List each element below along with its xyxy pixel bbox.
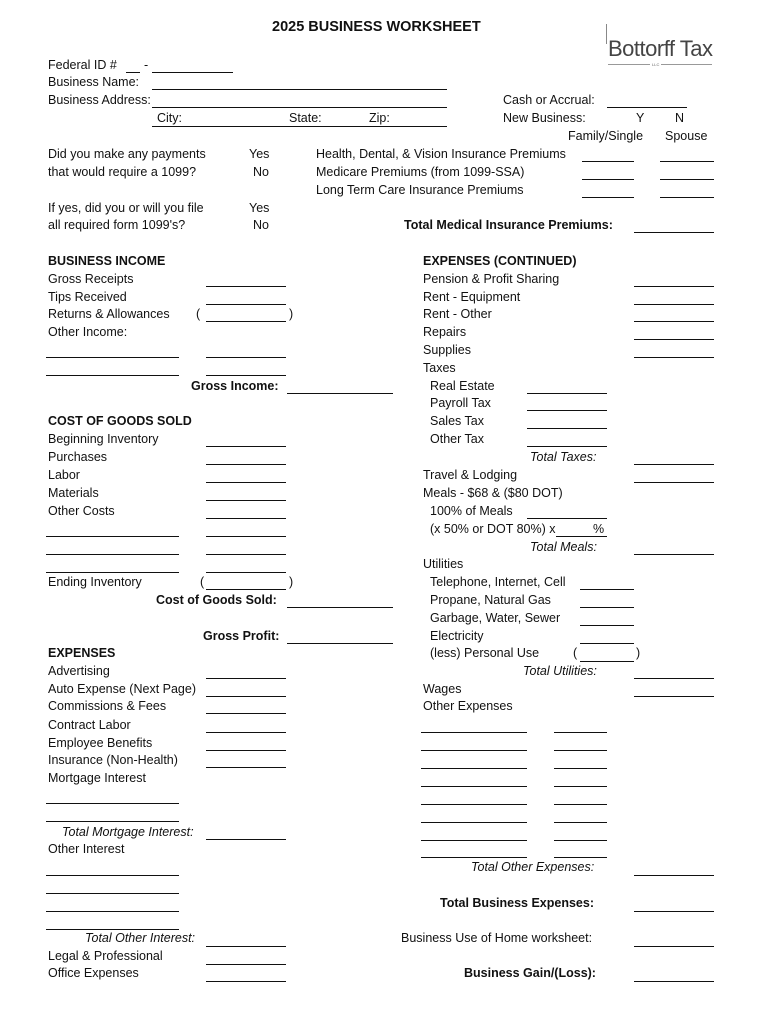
other-income-label: Other Income: bbox=[48, 325, 128, 339]
city-label: City: bbox=[157, 111, 182, 125]
total-business-expenses-label: Total Business Expenses: bbox=[440, 896, 594, 910]
income-heading: BUSINESS INCOME bbox=[48, 254, 166, 268]
ltc-family-field[interactable] bbox=[582, 197, 634, 198]
other-interest-label: Other Interest bbox=[48, 842, 125, 856]
sales-tax-field[interactable] bbox=[527, 428, 607, 429]
other-expense-amt-8[interactable] bbox=[554, 857, 607, 858]
gross-receipts-label: Gross Receipts bbox=[48, 272, 134, 286]
total-other-interest-label: Total Other Interest: bbox=[85, 931, 196, 945]
employee-benefits-field[interactable] bbox=[206, 750, 286, 751]
new-business-label: New Business: bbox=[503, 111, 586, 125]
materials-field[interactable] bbox=[206, 500, 286, 501]
gain-loss-field[interactable] bbox=[634, 981, 714, 982]
mortgage-line-1[interactable] bbox=[46, 803, 179, 804]
tips-label: Tips Received bbox=[48, 290, 127, 304]
federal-id-field-a[interactable] bbox=[126, 72, 140, 73]
q1-line1: Did you make any payments bbox=[48, 147, 206, 161]
cogs-heading: COST OF GOODS SOLD bbox=[48, 414, 192, 428]
propane-label: Propane, Natural Gas bbox=[430, 593, 551, 607]
other-expense-amt-4[interactable] bbox=[554, 786, 607, 787]
travel-field[interactable] bbox=[634, 482, 714, 483]
other-cost-amt-2[interactable] bbox=[206, 554, 286, 555]
ending-inventory-label: Ending Inventory bbox=[48, 575, 142, 589]
wages-label: Wages bbox=[423, 682, 462, 696]
other-expense-amt-3[interactable] bbox=[554, 768, 607, 769]
health-family-field[interactable] bbox=[582, 161, 634, 162]
labor-field[interactable] bbox=[206, 482, 286, 483]
other-costs-label: Other Costs bbox=[48, 504, 115, 518]
cash-accrual-field[interactable] bbox=[607, 107, 687, 108]
rent-other-field[interactable] bbox=[634, 321, 714, 322]
total-other-interest-field[interactable] bbox=[206, 946, 286, 947]
other-interest-line-2[interactable] bbox=[46, 893, 179, 894]
electricity-label: Electricity bbox=[430, 629, 484, 643]
office-label: Office Expenses bbox=[48, 966, 139, 980]
tips-field[interactable] bbox=[206, 304, 286, 305]
q1-no[interactable]: No bbox=[253, 165, 269, 179]
home-worksheet-label: Business Use of Home worksheet: bbox=[401, 931, 593, 945]
personal-use-label: (less) Personal Use bbox=[430, 646, 540, 660]
utilities-label: Utilities bbox=[423, 557, 464, 571]
telephone-field[interactable] bbox=[580, 589, 634, 590]
other-tax-field[interactable] bbox=[527, 446, 607, 447]
q2-no[interactable]: No bbox=[253, 218, 269, 232]
other-expense-desc-2[interactable] bbox=[421, 750, 527, 751]
state-label: State: bbox=[289, 111, 322, 125]
insurance-field[interactable] bbox=[206, 767, 286, 768]
other-cost-desc-3[interactable] bbox=[46, 572, 179, 573]
personal-use-paren-close: ) bbox=[636, 646, 641, 660]
other-expense-amt-1[interactable] bbox=[554, 732, 607, 733]
other-expense-desc-8[interactable] bbox=[421, 857, 527, 858]
supplies-label: Supplies bbox=[423, 343, 471, 357]
gross-receipts-field[interactable] bbox=[206, 286, 286, 287]
purchases-field[interactable] bbox=[206, 464, 286, 465]
meals-percent-sign: % bbox=[593, 522, 605, 536]
business-address-label: Business Address: bbox=[48, 93, 151, 107]
personal-use-field[interactable] bbox=[580, 661, 634, 662]
other-interest-line-1[interactable] bbox=[46, 875, 179, 876]
medicare-label: Medicare Premiums (from 1099-SSA) bbox=[316, 165, 525, 179]
q2-line2: all required form 1099's? bbox=[48, 218, 186, 232]
total-meals-field[interactable] bbox=[634, 554, 714, 555]
q2-yes[interactable]: Yes bbox=[249, 201, 270, 215]
company-logo bbox=[604, 24, 716, 68]
employee-benefits-label: Employee Benefits bbox=[48, 736, 153, 750]
advertising-field[interactable] bbox=[206, 678, 286, 679]
health-spouse-field[interactable] bbox=[660, 161, 714, 162]
q2-line1: If yes, did you or will you file bbox=[48, 201, 204, 215]
other-expense-desc-5[interactable] bbox=[421, 804, 527, 805]
business-name-label: Business Name: bbox=[48, 75, 140, 89]
commissions-field[interactable] bbox=[206, 713, 286, 714]
federal-id-dash: - bbox=[144, 58, 149, 72]
meals-50-label: (x 50% or DOT 80%) x bbox=[430, 522, 556, 536]
other-income-amt-1[interactable] bbox=[206, 357, 286, 358]
gross-profit-field[interactable] bbox=[287, 643, 393, 644]
real-estate-label: Real Estate bbox=[430, 379, 495, 393]
beginning-inventory-field[interactable] bbox=[206, 446, 286, 447]
new-business-yes[interactable]: Y bbox=[636, 111, 645, 125]
meals-percent-field[interactable] bbox=[556, 536, 607, 537]
spouse-label: Spouse bbox=[665, 129, 708, 143]
page-title: 2025 BUSINESS WORKSHEET bbox=[272, 19, 481, 35]
total-other-expenses-field[interactable] bbox=[634, 875, 714, 876]
supplies-field[interactable] bbox=[634, 357, 714, 358]
office-field[interactable] bbox=[206, 981, 286, 982]
meals-100-label: 100% of Meals bbox=[430, 504, 513, 518]
meals-label: Meals - $68 & ($80 DOT) bbox=[423, 486, 563, 500]
auto-expense-label: Auto Expense (Next Page) bbox=[48, 682, 196, 696]
returns-label: Returns & Allowances bbox=[48, 307, 170, 321]
total-medical-field[interactable] bbox=[634, 232, 714, 233]
travel-label: Travel & Lodging bbox=[423, 468, 518, 482]
labor-label: Labor bbox=[48, 468, 80, 482]
other-income-amt-2[interactable] bbox=[206, 375, 286, 376]
payroll-tax-field[interactable] bbox=[527, 410, 607, 411]
other-expenses-label: Other Expenses bbox=[423, 699, 513, 713]
gain-loss-label: Business Gain/(Loss): bbox=[464, 966, 596, 980]
business-name-field[interactable] bbox=[152, 89, 447, 90]
materials-label: Materials bbox=[48, 486, 99, 500]
other-expense-amt-5[interactable] bbox=[554, 804, 607, 805]
ending-paren-open: ( bbox=[200, 575, 205, 589]
other-costs-field[interactable] bbox=[206, 518, 286, 519]
payroll-tax-label: Payroll Tax bbox=[430, 396, 491, 410]
new-business-no[interactable]: N bbox=[675, 111, 685, 125]
total-medical-label: Total Medical Insurance Premiums: bbox=[404, 218, 613, 232]
other-interest-line-3[interactable] bbox=[46, 911, 179, 912]
insurance-label: Insurance (Non-Health) bbox=[48, 753, 178, 767]
total-meals-label: Total Meals: bbox=[530, 540, 597, 554]
gross-income-field[interactable] bbox=[287, 393, 393, 394]
total-taxes-label: Total Taxes: bbox=[530, 450, 597, 464]
contract-labor-label: Contract Labor bbox=[48, 718, 131, 732]
propane-field[interactable] bbox=[580, 607, 634, 608]
mortgage-interest-label: Mortgage Interest bbox=[48, 771, 146, 785]
auto-expense-field[interactable] bbox=[206, 696, 286, 697]
other-tax-label: Other Tax bbox=[430, 432, 484, 446]
q1-yes[interactable]: Yes bbox=[249, 147, 270, 161]
sales-tax-label: Sales Tax bbox=[430, 414, 484, 428]
commissions-label: Commissions & Fees bbox=[48, 699, 167, 713]
real-estate-field[interactable] bbox=[527, 393, 607, 394]
mortgage-line-2[interactable] bbox=[46, 821, 179, 822]
total-utilities-field[interactable] bbox=[634, 678, 714, 679]
federal-id-label: Federal ID # bbox=[48, 58, 117, 72]
city-state-zip-field[interactable] bbox=[152, 126, 447, 127]
contract-labor-field[interactable] bbox=[206, 732, 286, 733]
other-expense-desc-3[interactable] bbox=[421, 768, 527, 769]
repairs-label: Repairs bbox=[423, 325, 467, 339]
medicare-spouse-field[interactable] bbox=[660, 179, 714, 180]
other-cost-desc-1[interactable] bbox=[46, 536, 179, 537]
total-mortgage-label: Total Mortgage Interest: bbox=[62, 825, 194, 839]
electricity-field[interactable] bbox=[580, 643, 634, 644]
returns-paren-open: ( bbox=[196, 307, 201, 321]
total-business-expenses-field[interactable] bbox=[634, 911, 714, 912]
federal-id-field-b[interactable] bbox=[152, 72, 233, 73]
total-utilities-label: Total Utilities: bbox=[523, 664, 597, 678]
expenses-heading: EXPENSES bbox=[48, 646, 116, 660]
other-cost-amt-3[interactable] bbox=[206, 572, 286, 573]
gross-profit-label: Gross Profit: bbox=[203, 629, 280, 643]
meals-100-field[interactable] bbox=[527, 518, 607, 519]
other-expense-desc-4[interactable] bbox=[421, 786, 527, 787]
logo-suffix: LLC bbox=[652, 62, 660, 67]
other-income-desc-1[interactable] bbox=[46, 357, 179, 358]
personal-use-paren-open: ( bbox=[573, 646, 578, 660]
total-other-expenses-label: Total Other Expenses: bbox=[471, 860, 595, 874]
beginning-inventory-label: Beginning Inventory bbox=[48, 432, 159, 446]
pension-field[interactable] bbox=[634, 286, 714, 287]
advertising-label: Advertising bbox=[48, 664, 110, 678]
ending-paren-close: ) bbox=[289, 575, 294, 589]
medicare-family-field[interactable] bbox=[582, 179, 634, 180]
other-expense-amt-6[interactable] bbox=[554, 822, 607, 823]
q1-line2: that would require a 1099? bbox=[48, 165, 197, 179]
garbage-field[interactable] bbox=[580, 625, 634, 626]
other-expense-amt-2[interactable] bbox=[554, 750, 607, 751]
gross-income-label: Gross Income: bbox=[191, 379, 279, 393]
logo-text: Bottorff Tax bbox=[608, 36, 713, 61]
telephone-label: Telephone, Internet, Cell bbox=[430, 575, 566, 589]
cogs-total-label: Cost of Goods Sold: bbox=[156, 593, 277, 607]
returns-paren-close: ) bbox=[289, 307, 294, 321]
zip-label: Zip: bbox=[369, 111, 390, 125]
other-expense-desc-1[interactable] bbox=[421, 732, 527, 733]
total-taxes-field[interactable] bbox=[634, 464, 714, 465]
rent-equipment-field[interactable] bbox=[634, 304, 714, 305]
rent-other-label: Rent - Other bbox=[423, 307, 492, 321]
other-expense-amt-7[interactable] bbox=[554, 840, 607, 841]
legal-field[interactable] bbox=[206, 964, 286, 965]
home-worksheet-field[interactable] bbox=[634, 946, 714, 947]
legal-label: Legal & Professional bbox=[48, 949, 163, 963]
returns-field[interactable] bbox=[206, 321, 286, 322]
ending-inventory-field[interactable] bbox=[206, 589, 286, 590]
family-single-label: Family/Single bbox=[568, 129, 644, 143]
rent-equipment-label: Rent - Equipment bbox=[423, 290, 521, 304]
purchases-label: Purchases bbox=[48, 450, 108, 464]
health-premiums-label: Health, Dental, & Vision Insurance Premiums bbox=[316, 147, 566, 161]
pension-label: Pension & Profit Sharing bbox=[423, 272, 560, 286]
taxes-label: Taxes bbox=[423, 361, 456, 375]
cash-accrual-label: Cash or Accrual: bbox=[503, 93, 595, 107]
garbage-label: Garbage, Water, Sewer bbox=[430, 611, 561, 625]
other-expense-desc-7[interactable] bbox=[421, 840, 527, 841]
other-interest-line-4[interactable] bbox=[46, 929, 179, 930]
total-mortgage-field[interactable] bbox=[206, 839, 286, 840]
repairs-field[interactable] bbox=[634, 339, 714, 340]
expenses-cont-heading: EXPENSES (CONTINUED) bbox=[423, 254, 577, 268]
wages-field[interactable] bbox=[634, 696, 714, 697]
other-cost-desc-2[interactable] bbox=[46, 554, 179, 555]
business-address-field[interactable] bbox=[152, 107, 447, 108]
cogs-total-field[interactable] bbox=[287, 607, 393, 608]
other-income-desc-2[interactable] bbox=[46, 375, 179, 376]
other-cost-amt-1[interactable] bbox=[206, 536, 286, 537]
ltc-spouse-field[interactable] bbox=[660, 197, 714, 198]
other-expense-desc-6[interactable] bbox=[421, 822, 527, 823]
long-term-care-label: Long Term Care Insurance Premiums bbox=[316, 183, 524, 197]
